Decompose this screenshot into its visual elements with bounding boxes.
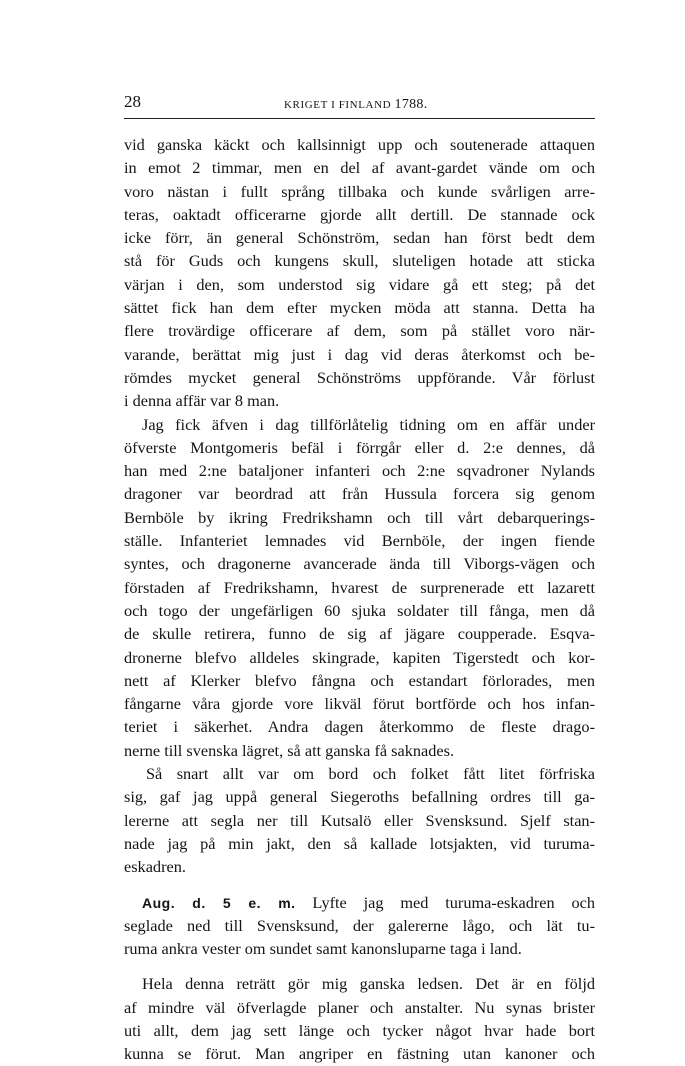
date-heading: Aug. d. 5 e. m. bbox=[142, 894, 296, 911]
text-line: seglade ned till Svensksund, der galererne lågo, och lät tu- bbox=[124, 915, 595, 935]
paragraph-4 bbox=[124, 891, 595, 961]
paragraph-1 bbox=[124, 133, 595, 413]
text-line: värjan i den, som understod sig vidare gå ett steg; på det bbox=[124, 274, 595, 294]
text-line: dronerne blefvo alldeles skingrade, kapiten Tigerstedt och kor- bbox=[124, 647, 595, 667]
text-line-rest: Lyfte jag med turuma-eskadren och bbox=[295, 892, 595, 912]
text-line: Hela denna reträtt gör mig ganska ledsen. Det är en följd bbox=[142, 974, 595, 994]
text-line: Så snart allt var om bord och folket fått litet förfriska bbox=[146, 764, 595, 784]
text-line: icke förr, än general Schönström, sedan han först bedt dem bbox=[124, 228, 595, 248]
text-line: dragoner var beordrad att från Hussula forcera sig genom bbox=[124, 484, 595, 504]
text-line: i denna affär var 8 man. bbox=[124, 391, 280, 411]
text-line: ruma ankra vester om sundet samt kanonsluparne taga i land. bbox=[124, 939, 522, 959]
text-line: och togo der ungefärligen 60 sjuka soldater till fånga, men då bbox=[124, 600, 595, 620]
text-line: han med 2:ne bataljoner infanteri och 2:ne sqvadroner Nylands bbox=[124, 461, 595, 481]
body-text bbox=[124, 133, 595, 1066]
text-line: uti allt, dem jag sett länge och tycker något hvar hade bort bbox=[124, 1020, 595, 1040]
text-line bbox=[124, 891, 595, 914]
paragraph-5 bbox=[124, 972, 595, 1065]
text-line: kunna se förut. Man angriper en fästning utan kanoner och bbox=[124, 1044, 595, 1064]
text-line: teras, oaktadt officerarne gjorde allt dertill. De stannade ock bbox=[124, 204, 595, 224]
text-line: voro nästan i fullt språng tillbaka och kunde svårligen arre- bbox=[124, 181, 595, 201]
text-line: römdes mycket general Schönströms uppförande. Vår förlust bbox=[124, 367, 595, 387]
text-line: teriet i säkerhet. Andra dagen återkommo de fleste drago- bbox=[124, 717, 595, 737]
text-line: nade jag på min jakt, den så kallade lotsjakten, vid turuma- bbox=[124, 833, 595, 853]
text-line: de skulle retirera, funno de sig af jägare coupperade. Esqva- bbox=[124, 624, 595, 644]
text-line: fångarne våra gjorde vore likväl förut bortförde och hos infan- bbox=[124, 694, 595, 714]
running-title bbox=[284, 97, 428, 113]
page-number: 28 bbox=[124, 92, 141, 111]
text-line: flere trovärdige officerare af dem, som på stället voro när- bbox=[124, 321, 595, 341]
text-line: in emot 2 timmar, men en del af avant-gardet vände om och bbox=[124, 158, 595, 178]
book-page bbox=[124, 92, 595, 1066]
text-line: nerne till svenska lägret, så att ganska få saknades. bbox=[124, 740, 455, 760]
running-head bbox=[124, 92, 595, 119]
paragraph-3 bbox=[124, 762, 595, 878]
text-line: vid ganska käckt och kallsinnigt upp och soutenerade attaquen bbox=[124, 135, 595, 154]
text-line: sig, gaf jag uppå general Siegeroths befallning ordres till ga- bbox=[124, 787, 595, 807]
text-line: Jag fick äfven i dag tillförlåtelig tidning om en affär under bbox=[142, 414, 595, 434]
text-line: nett af Klerker blefvo fångna och estandart förlorades, men bbox=[124, 670, 595, 690]
text-line: lererne att segla ner till Kutsalö eller Svensksund. Sjelf stan- bbox=[124, 810, 595, 830]
running-title-text: KRIGET I FINLAND bbox=[284, 99, 392, 111]
text-line: sättet fick han dem efter mycken möda att stanna. Detta ha bbox=[124, 298, 595, 318]
paragraph-gap bbox=[124, 879, 595, 891]
paragraph-2 bbox=[124, 413, 595, 762]
text-line: ställe. Infanteriet lemnades vid Bernböle, der ingen fiende bbox=[124, 531, 595, 551]
paragraph-gap bbox=[124, 960, 595, 972]
text-line: eskadren. bbox=[124, 857, 186, 877]
text-line: förstaden af Fredrikshamn, hvarest de surprenerade ett lazarett bbox=[124, 577, 595, 597]
text-line: af mindre väl öfverlagde planer och anstalter. Nu synas brister bbox=[124, 997, 595, 1017]
text-line: Bernböle by ikring Fredrikshamn och till vårt debarquerings- bbox=[124, 507, 595, 527]
text-line: syntes, och dragonerne avancerade ända till Viborgs-vägen och bbox=[124, 554, 595, 574]
text-line: stå för Guds och kungens skull, sluteligen hotade att sticka bbox=[124, 251, 595, 271]
running-title-year: 1788. bbox=[394, 97, 428, 112]
text-line: öfverste Montgomeris befäl i förrgår eller d. 2:e dennes, då bbox=[124, 437, 595, 457]
text-line: varande, berättat mig just i dag vid deras återkomst och be- bbox=[124, 344, 595, 364]
